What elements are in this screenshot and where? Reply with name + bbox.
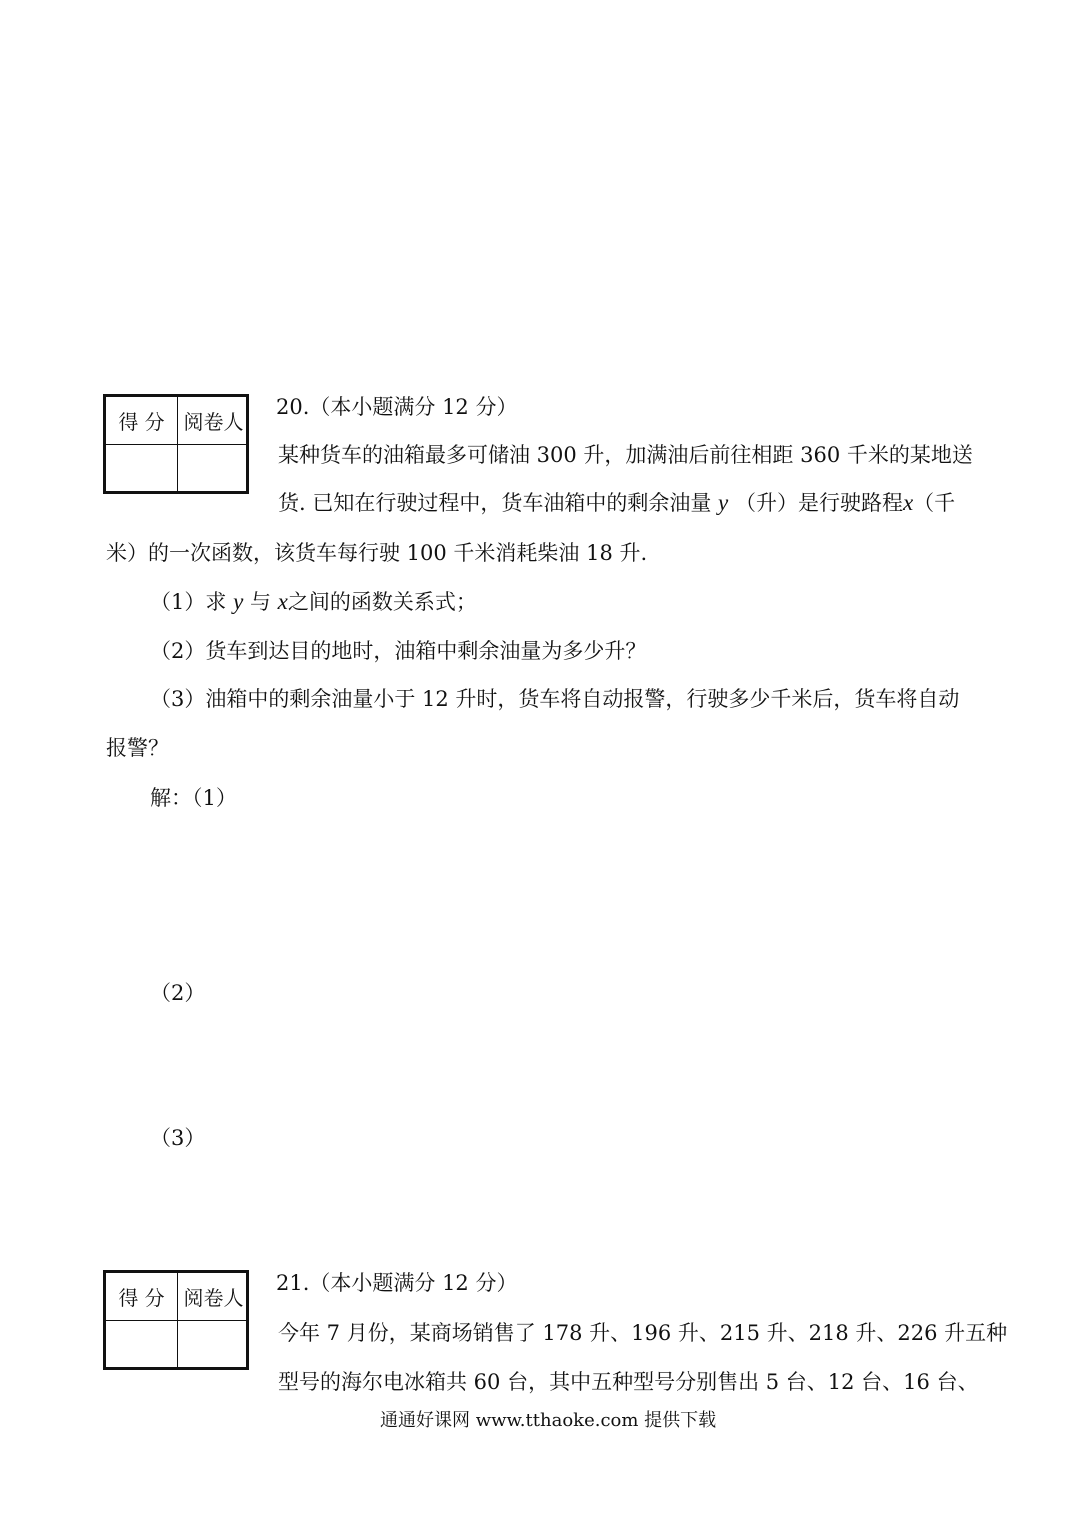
q20-line1: 某种货车的油箱最多可储油 300 升，加满油后前往相距 360 千米的某地送 bbox=[278, 443, 973, 467]
var-x: x bbox=[277, 589, 288, 614]
score-box-q20 bbox=[103, 394, 249, 494]
q20-sub1-a: （1）求 bbox=[150, 590, 227, 614]
page-footer: 通通好课网 www.tthaoke.com 提供下载 bbox=[380, 1410, 717, 1431]
q20-answer-3: （3） bbox=[150, 1126, 206, 1150]
reviewer-label: 阅卷人 bbox=[178, 1273, 249, 1321]
q20-line2 bbox=[278, 488, 955, 518]
q21-line2: 型号的海尔电冰箱共 60 台，其中五种型号分别售出 5 台、12 台、16 台、 bbox=[278, 1370, 979, 1394]
q20-line2-b: （升）是行驶路程 bbox=[734, 491, 903, 515]
q20-sub1-c: 之间的函数关系式； bbox=[287, 590, 477, 614]
score-cell bbox=[106, 445, 178, 494]
q20-sub1 bbox=[150, 587, 477, 617]
q20-line2-a: 货. 已知在行驶过程中，货车油箱中的剩余油量 bbox=[278, 491, 712, 515]
var-x: x bbox=[902, 490, 914, 515]
q20-line2-c: （千 bbox=[913, 491, 956, 515]
q20-sub3-line1: （3）油箱中的剩余油量小于 12 升时，货车将自动报警，行驶多少千米后，货车将自动 bbox=[150, 687, 960, 711]
score-label: 得 分 bbox=[106, 397, 178, 445]
reviewer-cell bbox=[178, 445, 249, 494]
var-y: y bbox=[718, 490, 729, 515]
score-box-q21 bbox=[103, 1270, 249, 1370]
q21-line1: 今年 7 月份，某商场销售了 178 升、196 升、215 升、218 升、226 升五种 bbox=[278, 1321, 1008, 1345]
reviewer-cell bbox=[178, 1321, 249, 1370]
reviewer-label: 阅卷人 bbox=[178, 397, 249, 445]
score-label: 得 分 bbox=[106, 1273, 178, 1321]
var-y: y bbox=[233, 589, 244, 614]
q20-answer-1: 解：（1） bbox=[150, 786, 237, 810]
q20-sub3-line2: 报警？ bbox=[106, 736, 169, 760]
q20-title: 20.（本小题满分 12 分） bbox=[276, 395, 518, 419]
score-cell bbox=[106, 1321, 178, 1370]
q20-answer-2: （2） bbox=[150, 981, 206, 1005]
q20-line3: 米）的一次函数，该货车每行驶 100 千米消耗柴油 18 升. bbox=[106, 541, 648, 565]
q20-sub1-b: 与 bbox=[249, 590, 271, 614]
q20-sub2: （2）货车到达目的地时，油箱中剩余油量为多少升？ bbox=[150, 639, 647, 663]
q21-title: 21.（本小题满分 12 分） bbox=[276, 1271, 518, 1295]
